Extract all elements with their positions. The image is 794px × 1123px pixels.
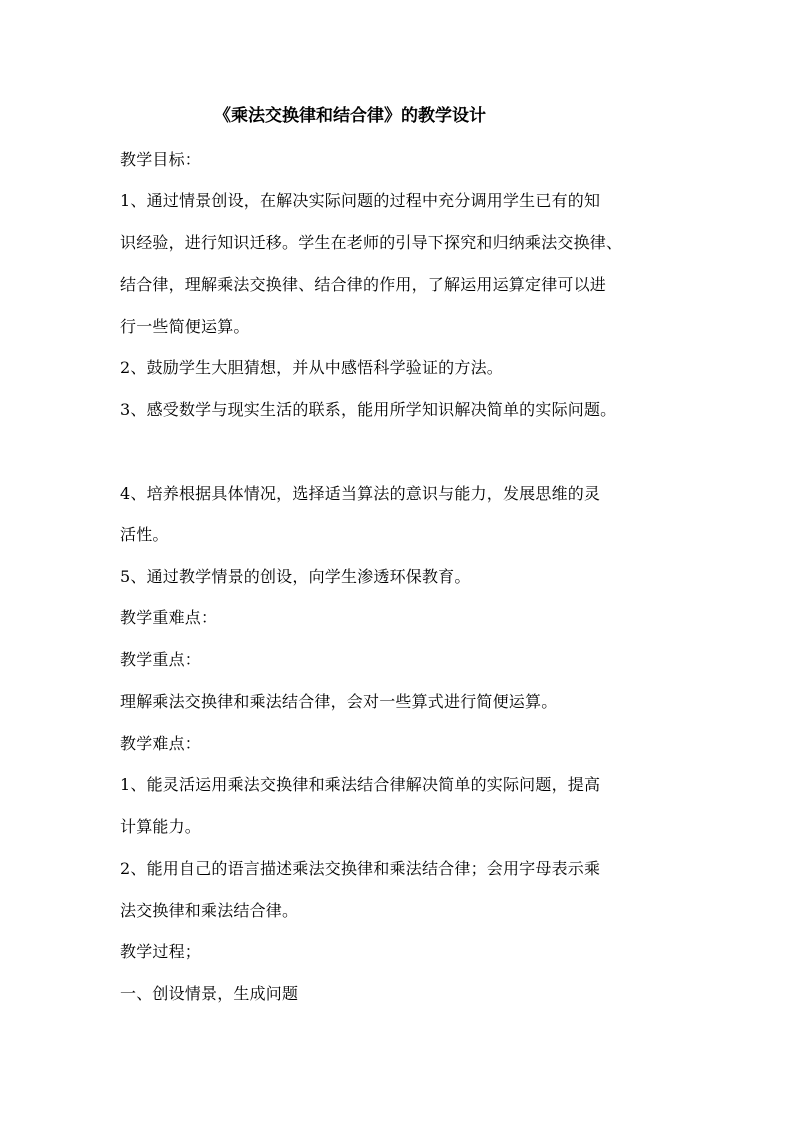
difficult-point-1-line-2: 计算能力。	[120, 817, 202, 836]
objective-5: 5、通过教学情景的创设，向学生渗透环保教育。	[120, 567, 471, 586]
objective-2: 2、鼓励学生大胆猜想，并从中感悟科学验证的方法。	[120, 358, 503, 377]
objective-1-line-4: 行一些简便运算。	[120, 317, 250, 336]
difficult-point-2-line-1: 2、能用自己的语言描述乘法交换律和乘法结合律；会用字母表示乘	[120, 859, 601, 878]
difficult-point-1-line-1: 1、能灵活运用乘法交换律和乘法结合律解决简单的实际问题，提高	[120, 775, 601, 794]
objective-1-line-2: 识经验，进行知识迁移。学生在老师的引导下探究和归纳乘法交换律、	[120, 233, 623, 252]
section-1-heading: 一、创设情景，生成问题	[120, 984, 299, 1003]
heading-key-difficult-points: 教学重难点：	[120, 608, 218, 627]
objective-4-line-1: 4、培养根据具体情况，选择适当算法的意识与能力，发展思维的灵	[120, 484, 601, 503]
objective-1-line-3: 结合律，理解乘法交换律、结合律的作用，了解运用运算定律可以进	[120, 275, 607, 294]
heading-teaching-process: 教学过程；	[120, 942, 202, 961]
objective-1-line-1: 1、通过情景创设，在解决实际问题的过程中充分调用学生已有的知	[120, 191, 601, 210]
objective-4-line-2: 活性。	[120, 525, 169, 544]
heading-difficult-points: 教学难点：	[120, 734, 202, 753]
key-points-text: 理解乘法交换律和乘法结合律，会对一些算式进行简便运算。	[120, 692, 558, 711]
heading-teaching-objectives: 教学目标：	[120, 150, 202, 169]
document-title: 《乘法交换律和结合律》的教学设计	[214, 106, 486, 126]
difficult-point-2-line-2: 法交换律和乘法结合律。	[120, 901, 299, 920]
heading-key-points: 教学重点：	[120, 650, 202, 669]
objective-3: 3、感受数学与现实生活的联系，能用所学知识解决简单的实际问题。	[120, 400, 617, 419]
